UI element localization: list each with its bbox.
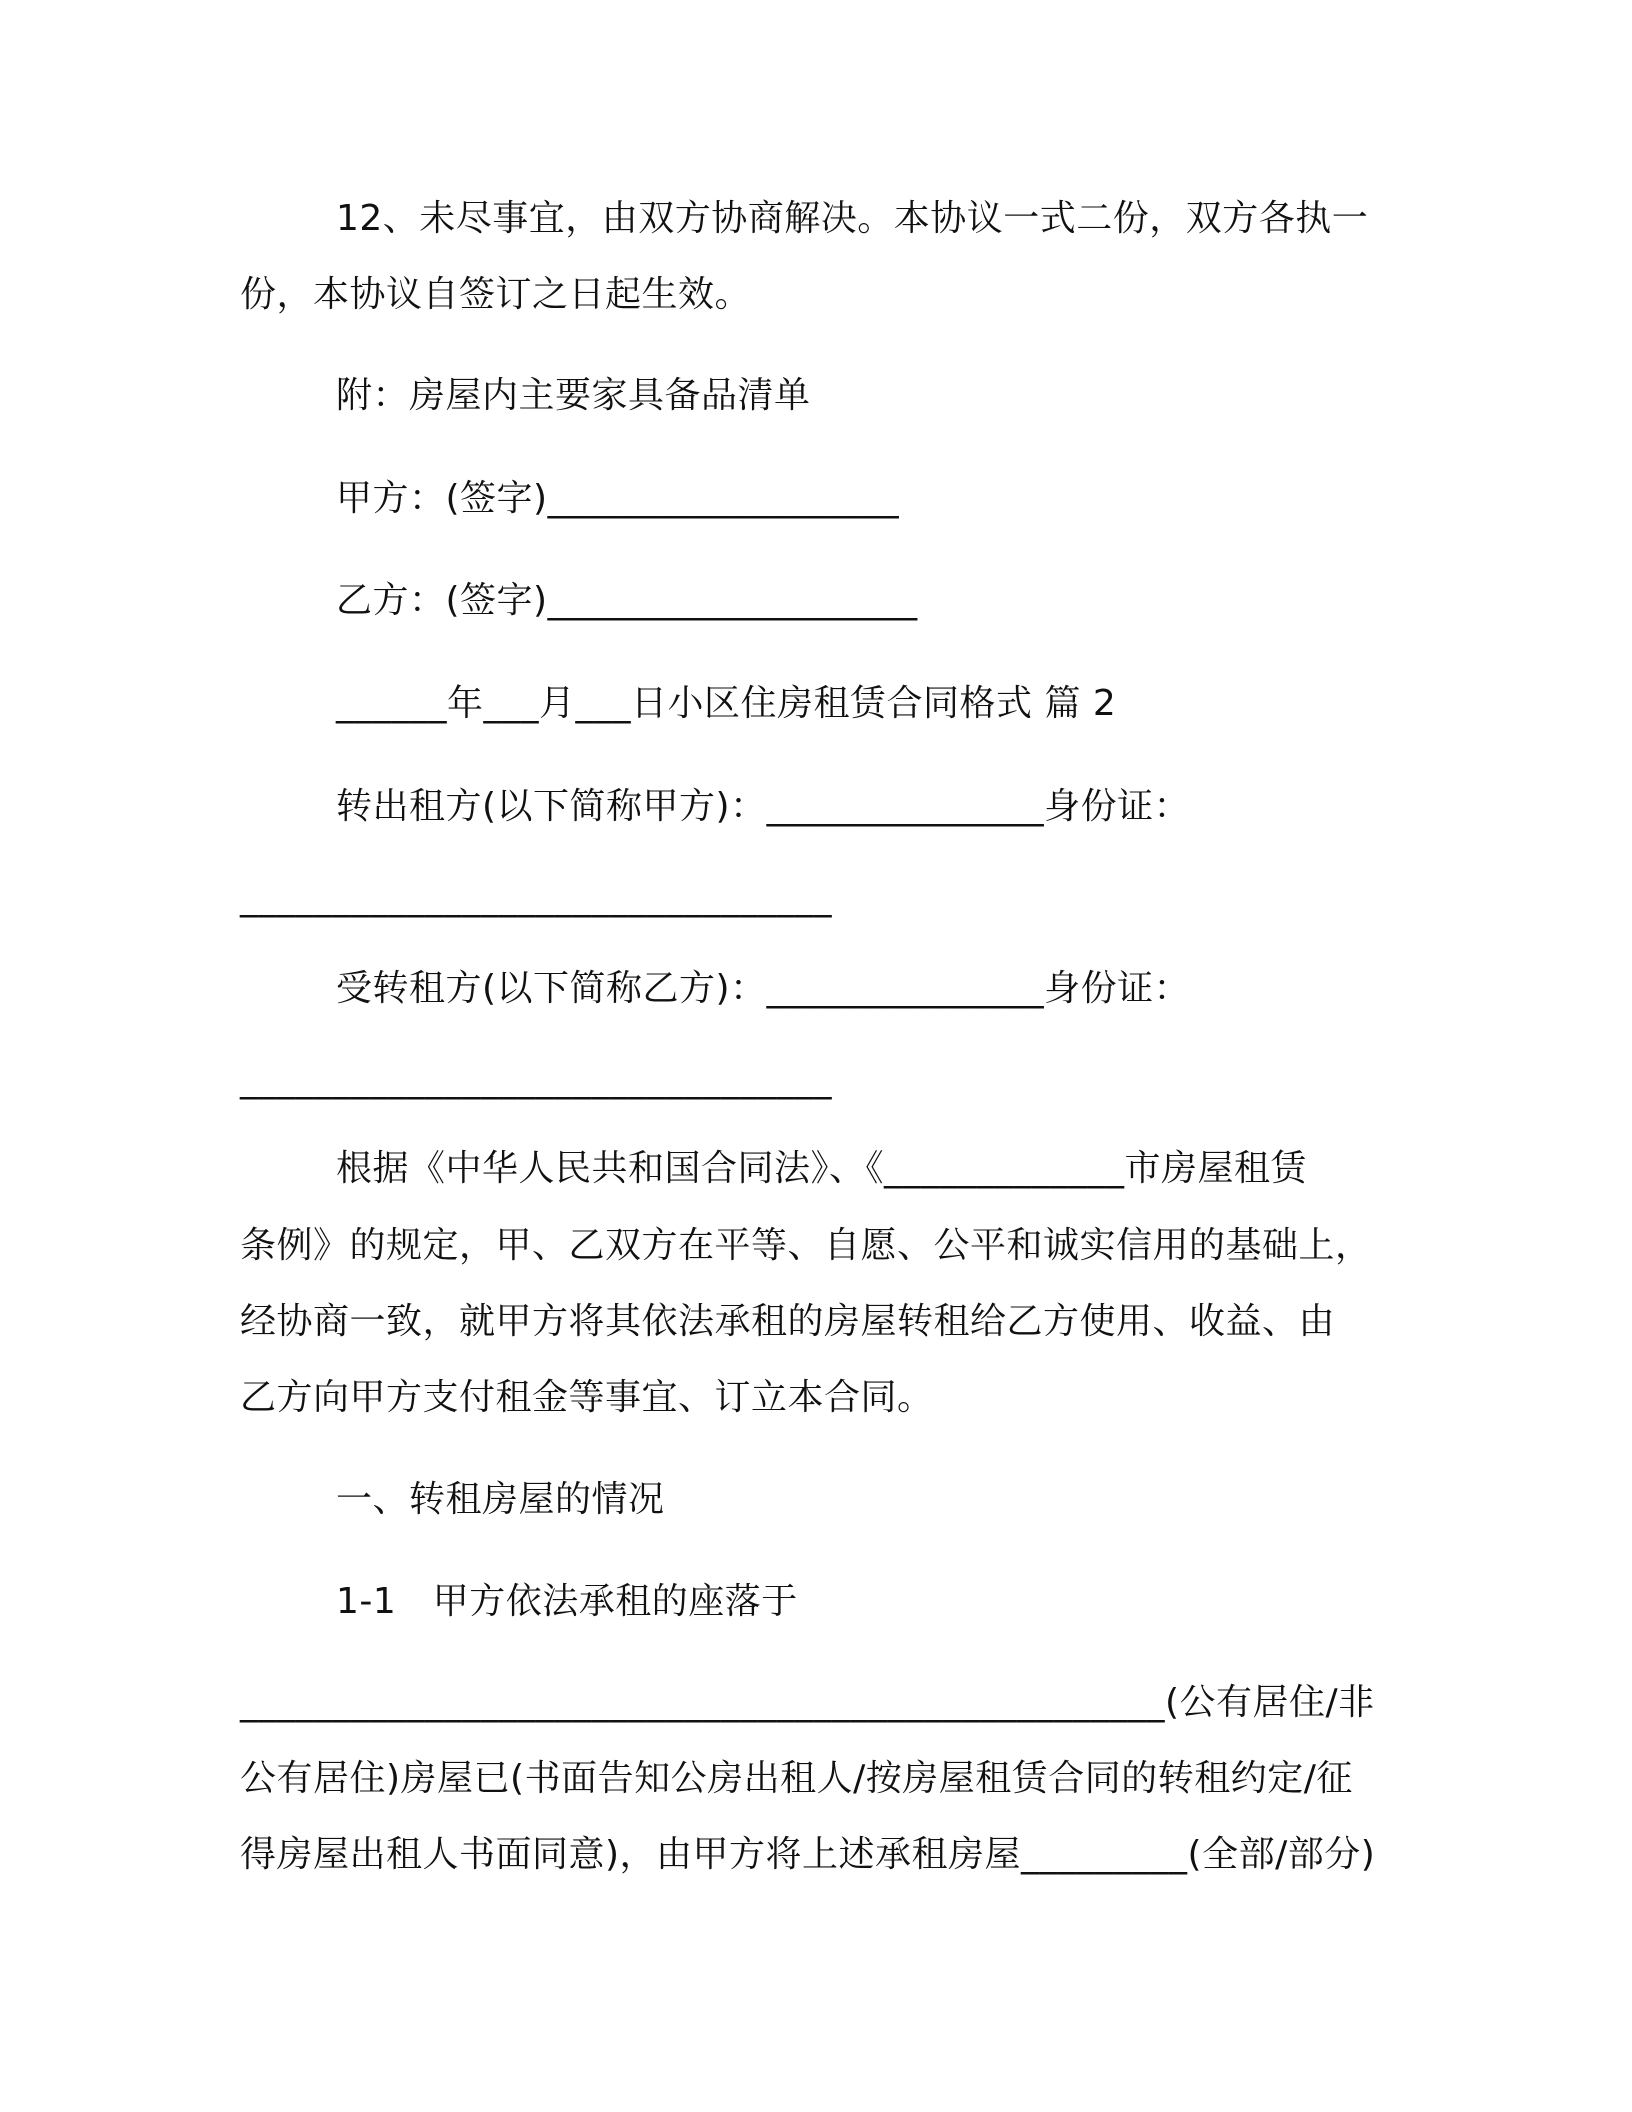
sublessee-id-blank: ________________________________ — [240, 1059, 832, 1100]
sublessee-line: 受转租方(以下简称乙方)：_______________身份证： — [336, 968, 1191, 1009]
sublessor-id-blank: ________________________________ — [240, 877, 832, 918]
section-heading-1: 一、转租房屋的情况 — [336, 1479, 665, 1520]
clause-1-1-line-3: 公有居住)房屋已(书面告知公房出租人/按房屋租赁合同的转租约定/征 — [240, 1758, 1353, 1799]
clause-12-line-2: 份，本协议自签订之日起生效。 — [240, 274, 752, 315]
preamble-line-3: 经协商一致，就甲方将其依法承租的房屋转租给乙方使用、收益、由 — [240, 1301, 1336, 1342]
preamble-line-4: 乙方向甲方支付租金等事宜、订立本合同。 — [240, 1377, 934, 1418]
clause-1-1-line-4: 得房屋出租人书面同意)，由甲方将上述承租房屋_________(全部/部分) — [240, 1834, 1376, 1875]
clause-1-1-line-1: 1-1 甲方依法承租的座落于 — [336, 1581, 798, 1622]
clause-12-line-1: 12、未尽事宜，由双方协商解决。本协议一式二份，双方各执一 — [336, 198, 1369, 239]
appendix-line: 附：房屋内主要家具备品清单 — [336, 375, 811, 416]
sublessor-line: 转出租方(以下简称甲方)：_______________身份证： — [336, 786, 1191, 827]
party-b-signature: 乙方：(签字)____________________ — [336, 580, 918, 621]
preamble-line-2: 条例》的规定，甲、乙双方在平等、自愿、公平和诚实信用的基础上， — [240, 1225, 1372, 1266]
party-a-signature: 甲方：(签字)___________________ — [336, 478, 900, 519]
date-and-section-title: ______年___月___日小区住房租赁合同格式 篇 2 — [336, 683, 1117, 724]
preamble-line-1: 根据《中华人民共和国合同法》、《_____________市房屋租赁 — [336, 1148, 1308, 1189]
clause-1-1-line-2: __________________________________________________(公有居住/非 — [240, 1682, 1375, 1723]
